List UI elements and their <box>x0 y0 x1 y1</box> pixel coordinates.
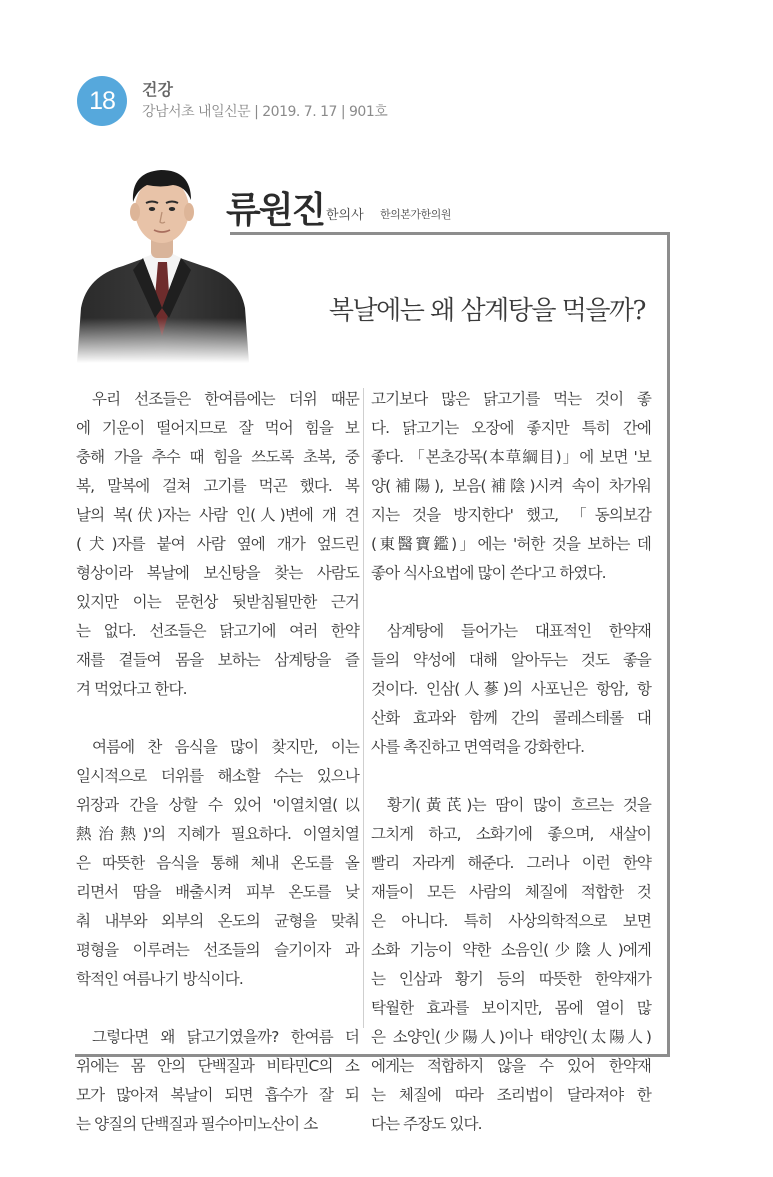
article-line: (犬)자를 붙여 사람 옆에 개가 엎드린 <box>76 535 359 553</box>
article-line: 것이다. 인삼(人蔘)의 사포닌은 항암, 항 <box>371 680 651 698</box>
article-line: 그렇다면 왜 닭고기였을까? 한여름 더 <box>92 1028 359 1046</box>
page-number-badge: 18 <box>77 76 127 126</box>
article-line: 여름에 찬 음식을 많이 찾지만, 이는 <box>92 738 359 756</box>
article-line: 평형을 이루려는 선조들의 슬기이자 과 <box>76 941 359 959</box>
article-line: 산화 효과와 함께 간의 콜레스테롤 대 <box>371 709 651 727</box>
article-line: 춰 내부와 외부의 온도의 균형을 맞춰 <box>76 912 359 930</box>
article-right-column <box>371 385 651 1139</box>
article-line: 은 아니다. 특히 사상의학적으로 보면 <box>371 912 651 930</box>
author-title: 한의사 <box>326 208 364 223</box>
paragraph-gap <box>371 762 651 791</box>
frame-top-rule <box>230 232 670 235</box>
article-line: 학적인 여름나기 방식이다. <box>76 970 243 988</box>
article-line: 은 따뜻한 음식을 통해 체내 온도를 올 <box>76 854 359 872</box>
article-line: 다. 닭고기는 오장에 좋지만 특히 간에 <box>371 419 651 437</box>
author-portrait <box>75 158 250 363</box>
article-line: 좋다. 「본초강목(本草綱目)」에 보면 '보 <box>371 448 651 466</box>
article-line: 복, 말복에 걸쳐 고기를 먹곤 했다. 복 <box>76 477 359 495</box>
article-line: 일시적으로 더위를 해소할 수는 있으나 <box>76 767 359 785</box>
publication-meta: 강남서초 내일신문 | 2019. 7. 17 | 901호 <box>142 104 388 120</box>
article-line: 삼계탕에 들어가는 대표적인 한약재 <box>387 622 651 640</box>
article-line: 는 없다. 선조들은 닭고기에 여러 한약 <box>76 622 359 640</box>
column-divider <box>363 388 364 1028</box>
article-line: 熱治熱)'의 지혜가 필요하다. 이열치열 <box>76 825 359 843</box>
article-line: 충해 가을 추수 때 힘을 쓰도록 초복, 중 <box>76 448 359 466</box>
article-line: 는 체질에 따라 조리법이 달라져야 한 <box>371 1086 651 1104</box>
article-line: 황기(黃芪)는 땀이 많이 흐르는 것을 <box>387 796 651 814</box>
article-line: 위에는 몸 안의 단백질과 비타민C의 소 <box>76 1057 359 1075</box>
article-title: 복날에는 왜 삼계탕을 먹을까? <box>328 296 645 326</box>
article-line: 그치게 하고, 소화기에 좋으며, 새살이 <box>371 825 651 843</box>
frame-right-rule <box>667 232 670 1057</box>
article-line: 재를 곁들여 몸을 보하는 삼계탕을 즐 <box>76 651 359 669</box>
article-line: 우리 선조들은 한여름에는 더위 때문 <box>92 390 359 408</box>
article-line: 양(補陽), 보음(補陰)시켜 속이 차가워 <box>371 477 651 495</box>
article-line: 는 양질의 단백질과 필수아미노산이 소 <box>76 1115 318 1133</box>
author-name: 류원진 <box>226 190 325 231</box>
article-line: 탁월한 효과를 보이지만, 몸에 열이 많 <box>371 999 651 1017</box>
article-line: 에 기운이 떨어지므로 잘 먹어 힘을 보 <box>76 419 359 437</box>
article-line: 사를 촉진하고 면역력을 강화한다. <box>371 738 585 756</box>
section-title: 건강 <box>142 80 173 99</box>
author-affiliation: 한의본가한의원 <box>380 208 451 221</box>
article-line: (東醫寶鑑)」에는 '허한 것을 보하는 데 <box>371 535 651 553</box>
article-line: 모가 많아져 복날이 되면 흡수가 잘 되 <box>76 1086 359 1104</box>
paragraph-gap <box>76 994 359 1023</box>
article-line: 날의 복(伏)자는 사람 인(人)변에 개 견 <box>76 506 359 524</box>
article-line: 소화 기능이 약한 소음인(少陰人)에게 <box>371 941 651 959</box>
article-line: 형상이라 복날에 보신탕을 찾는 사람도 <box>76 564 359 582</box>
paragraph-gap <box>371 588 651 617</box>
article-line: 다는 주장도 있다. <box>371 1115 482 1133</box>
article-line: 재들이 모든 사람의 체질에 적합한 것 <box>371 883 651 901</box>
article-line: 빨리 자라게 해준다. 그러나 이런 한약 <box>371 854 651 872</box>
article-line: 는 인삼과 황기 등의 따뜻한 한약재가 <box>371 970 651 988</box>
article-left-column <box>76 385 359 1139</box>
article-line: 있지만 이는 문헌상 뒷받침될만한 근거 <box>76 593 359 611</box>
paragraph-gap <box>76 704 359 733</box>
article-line: 에게는 적합하지 않을 수 있어 한약재 <box>371 1057 651 1075</box>
article-line: 리면서 땀을 배출시켜 피부 온도를 낮 <box>76 883 359 901</box>
article-line: 고기보다 많은 닭고기를 먹는 것이 좋 <box>371 390 651 408</box>
article-line: 좋아 식사요법에 많이 쓴다'고 하였다. <box>371 564 606 582</box>
article-line: 은 소양인(少陽人)이나 태양인(太陽人) <box>371 1028 651 1046</box>
article-line: 겨 먹었다고 한다. <box>76 680 187 698</box>
article-line: 위장과 간을 상할 수 있어 '이열치열(以 <box>76 796 359 814</box>
article-line: 들의 약성에 대해 알아두는 것도 좋을 <box>371 651 651 669</box>
article-line: 지는 것을 방지한다' 했고, 「동의보감 <box>371 506 651 524</box>
